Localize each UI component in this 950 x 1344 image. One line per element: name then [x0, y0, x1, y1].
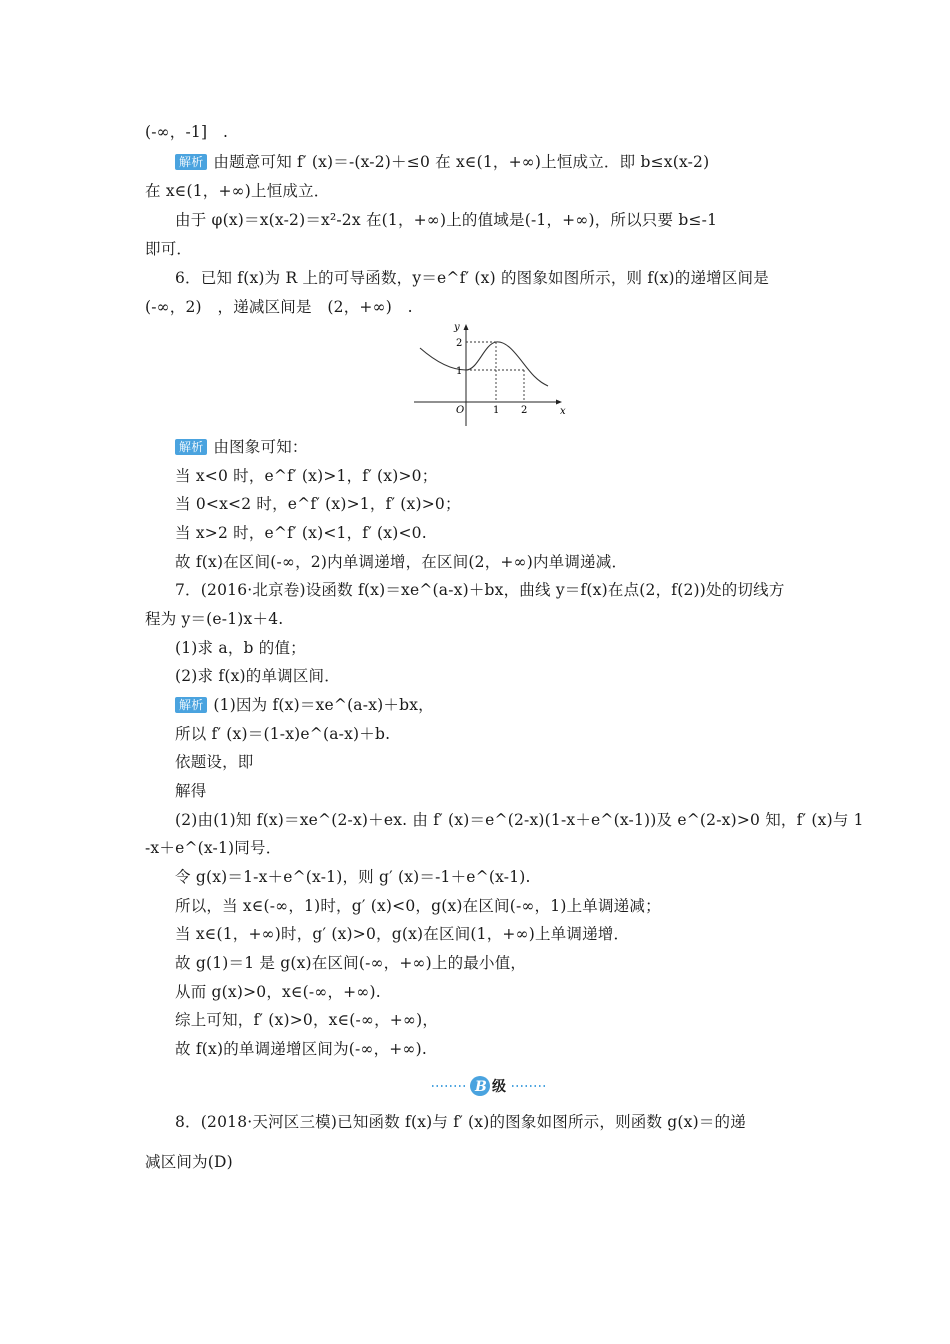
text-line [175, 552, 627, 572]
function-curve [420, 342, 548, 386]
text-line [145, 1152, 233, 1172]
line-text: 故 g(1)＝1 是 g(x)在区间(-∞，+∞)上的最小值， [175, 954, 527, 972]
level-divider [430, 1074, 550, 1098]
line-text: (-∞，-1] . [145, 123, 229, 141]
text-line [175, 1112, 746, 1132]
text-line [175, 896, 661, 916]
line-text: 当 x<0 时，e^f′ (x)>1，f′ (x)>0； [175, 467, 438, 485]
text-line [175, 210, 717, 230]
line-text: 7．(2016·北京卷)设函数 f(x)＝xe^(a-x)＋bx，曲线 y＝f(x)在点(2，f(2))处的切线方 [175, 581, 785, 599]
y-axis-arrow-icon [464, 324, 469, 330]
text-line [175, 152, 709, 172]
text-line [145, 239, 192, 259]
line-text: 程为 y＝(e-1)x＋4. [145, 610, 284, 628]
line-text: (1)因为 f(x)＝xe^(a-x)＋bx， [213, 696, 434, 714]
y-axis-label: y [454, 322, 460, 333]
analysis-badge: 解析 [175, 439, 207, 455]
text-line [175, 1010, 438, 1030]
line-text: 故 f(x)的单调递增区间为(-∞，+∞). [175, 1040, 427, 1058]
line-text: 由图象可知： [213, 438, 308, 456]
line-text: 由于 φ(x)＝x(x-2)＝x²-2x 在(1，+∞)上的值域是(-1，+∞)，所以只要 b≤-1 [175, 211, 718, 229]
x-tick-label: 2 [521, 405, 528, 416]
text-line [175, 523, 427, 543]
line-text: 依题设，即 [175, 753, 254, 771]
line-text: 所以，当 x∈(-∞，1)时，g′ (x)<0，g(x)在区间(-∞，1)上单调递减； [175, 897, 661, 915]
x-axis-arrow-icon [556, 400, 562, 405]
line-text: 解得 [175, 782, 207, 800]
line-text: 从而 g(x)>0，x∈(-∞，+∞). [175, 983, 381, 1001]
line-text: 6．已知 f(x)为 R 上的可导函数，y＝e^f′ (x) 的图象如图所示，则 f(x)的递增区间是 [175, 269, 769, 287]
line-text: 所以 f′ (x)＝(1-x)e^(a-x)＋b. [175, 725, 391, 743]
analysis-badge: 解析 [175, 154, 207, 170]
text-line [145, 122, 228, 142]
text-line [175, 580, 785, 600]
y-tick-label: 2 [456, 338, 463, 349]
text-line [175, 638, 306, 658]
text-line [175, 466, 437, 486]
line-text: 故 f(x)在区间(-∞，2)内单调递增，在区间(2，+∞)内单调递减． [175, 553, 628, 571]
line-text: 由题意可知 f′ (x)＝-(x-2)＋≤0 在 x∈(1，+∞)上恒成立．即 b≤x(x-2) [213, 153, 710, 171]
text-line [175, 982, 381, 1002]
text-line [175, 953, 526, 973]
x-tick-label: 1 [493, 405, 500, 416]
line-text: (1)求 a，b 的值； [175, 639, 306, 657]
line-text: (-∞，2) ，递减区间是 (2，+∞) . [145, 298, 413, 316]
line-text: (2)求 f(x)的单调区间． [175, 667, 340, 685]
line-text: 当 x>2 时，e^f′ (x)<1，f′ (x)<0. [175, 524, 427, 542]
origin-label: O [456, 405, 465, 416]
text-line [175, 494, 461, 514]
text-line [175, 752, 254, 772]
text-line [145, 297, 413, 317]
text-line [175, 1039, 427, 1059]
level-letter: B [475, 1079, 487, 1095]
line-text: 8．(2018·天河区三模)已知函数 f(x)与 f′ (x)的图象如图所示，则函数 g(x)＝的递 [175, 1113, 746, 1131]
text-line [175, 268, 769, 288]
text-line [145, 838, 281, 858]
curve-figure [412, 316, 572, 428]
line-text: 当 0<x<2 时，e^f′ (x)>1，f′ (x)>0； [175, 495, 461, 513]
line-text: 综上可知，f′ (x)>0，x∈(-∞，+∞)， [175, 1011, 439, 1029]
text-line [175, 924, 629, 944]
line-text: 在 x∈(1，+∞)上恒成立． [145, 182, 330, 200]
level-word: 级 [492, 1079, 506, 1095]
text-line [175, 810, 864, 830]
line-text: (2)由(1)知 f(x)＝xe^(2-x)＋ex. 由 f′ (x)＝e^(2-x)(1-x＋e^(x-1))及 e^(2-x)>0 知，f′ (x)与 1 [175, 811, 864, 829]
line-text: 即可． [145, 240, 193, 258]
line-text: 当 x∈(1，+∞)时，g′ (x)>0，g(x)在区间(1，+∞)上单调递增． [175, 925, 630, 943]
text-line [145, 609, 283, 629]
text-line [175, 781, 206, 801]
analysis-badge: 解析 [175, 697, 207, 713]
line-text: -x＋e^(x-1)同号． [145, 839, 282, 857]
text-line [175, 867, 531, 887]
x-axis-label: x [560, 406, 566, 417]
text-line [175, 724, 390, 744]
text-line [175, 695, 434, 715]
line-text: 令 g(x)＝1-x＋e^(x-1)，则 g′ (x)＝-1＋e^(x-1). [175, 868, 531, 886]
text-line [175, 437, 308, 457]
y-tick-label: 1 [456, 366, 463, 377]
text-line [145, 181, 330, 201]
text-line [175, 666, 340, 686]
line-text: 减区间为(D) [145, 1153, 233, 1171]
